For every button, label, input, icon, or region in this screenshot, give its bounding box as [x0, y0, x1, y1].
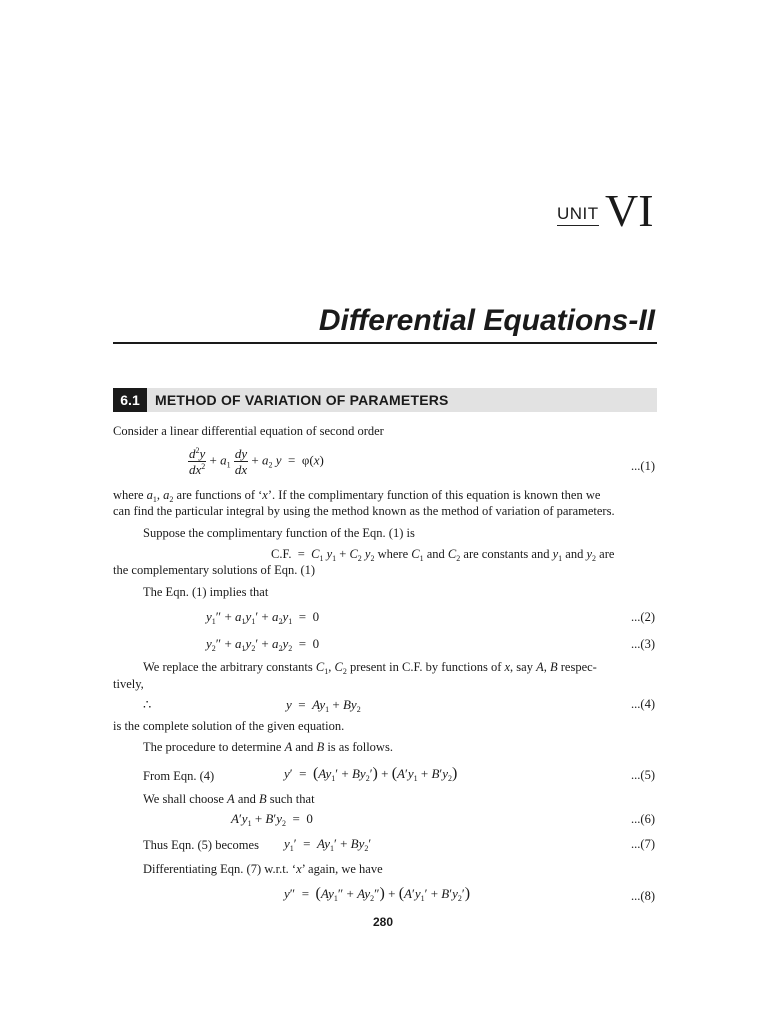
- paragraph-2-line-2: can find the particular integral by using the method known as the method of variation of parameters.: [113, 504, 615, 518]
- equation-tag-8: ...(8): [631, 889, 655, 903]
- unit-label: UNIT: [557, 204, 599, 226]
- equation-tag-3: ...(3): [631, 637, 655, 651]
- thus-eqn-5-label: Thus Eqn. (5) becomes: [143, 838, 259, 852]
- equation-5: $y' = (Ay_1' + By_2') + (A'y_1 + B'y_2)$: [284, 765, 458, 783]
- paragraph-3: Suppose the complimentary function of the Eqn. (1) is: [143, 526, 415, 540]
- equation-tag-4: ...(4): [631, 697, 655, 711]
- paragraph-10: Differentiating Eqn. (7) w.r.t. ‘x’ again, we have: [143, 862, 383, 876]
- equation-4: $y = Ay_1 + By_2$: [286, 697, 361, 714]
- equation-6: $A'y_1 + B'y_2 = 0$: [231, 811, 313, 828]
- section-title: METHOD OF VARIATION OF PARAMETERS: [155, 392, 449, 408]
- equation-tag-2: ...(2): [631, 610, 655, 624]
- chapter-title: Differential Equations-II: [318, 304, 655, 337]
- paragraph-9: We shall choose A and B such that: [143, 792, 315, 806]
- equation-7: $y_1' = Ay_1' + By_2'$: [284, 836, 372, 853]
- section-header: [113, 388, 657, 412]
- paragraph-5: The Eqn. (1) implies that: [143, 585, 269, 599]
- equation-tag-7: ...(7): [631, 837, 655, 851]
- equation-tag-5: ...(5): [631, 768, 655, 782]
- equation-tag-1: ...(1): [631, 459, 655, 473]
- equation-3: $y_2'' + a_1y_2' + a_2y_2 = 0$: [206, 636, 320, 653]
- cf-line: C.F. = $C_1$ $y_1 + C_2$ $y_2$ where $C_1$ and $C_2$ are constants and $y_1$ and $y_2$ are: [271, 547, 615, 563]
- equation-1: $\frac{d^2y}{dx^2}$ + $a_1$ $\frac{dy}{dx}$ + $a_2$ y = φ(x): [189, 446, 324, 477]
- page-number: 280: [373, 915, 394, 929]
- paragraph-1: Consider a linear differential equation of second order: [113, 424, 384, 438]
- paragraph-6-line-2: tively,: [113, 677, 144, 691]
- paragraph-8: The procedure to determine A and B is as follows.: [143, 740, 393, 754]
- therefore-symbol: ∴: [143, 697, 152, 712]
- paragraph-7: is the complete solution of the given equation.: [113, 719, 345, 733]
- unit-number: VI: [605, 185, 654, 236]
- from-eqn-4-label: From Eqn. (4): [143, 769, 215, 783]
- equation-2: $y_1'' + a_1y_1' + a_2y_1 = 0$: [206, 609, 320, 626]
- paragraph-4-line-2: the complementary solutions of Eqn. (1): [113, 563, 316, 577]
- paragraph-2-line-1: where $a_1$, $a_2$ are functions of ‘x’. If the complimentary function of this equation is known then we: [113, 488, 601, 504]
- title-rule: [113, 342, 657, 344]
- paragraph-6-line-1: We replace the arbitrary constants $C_1$, $C_2$ present in C.F. by functions of x, say A, B respec-: [143, 660, 597, 676]
- section-number: 6.1: [113, 388, 147, 412]
- equation-tag-6: ...(6): [631, 812, 655, 826]
- equation-8: $y'' = (Ay_1'' + Ay_2'') + (A'y_1' + B'y_2')$: [284, 885, 471, 903]
